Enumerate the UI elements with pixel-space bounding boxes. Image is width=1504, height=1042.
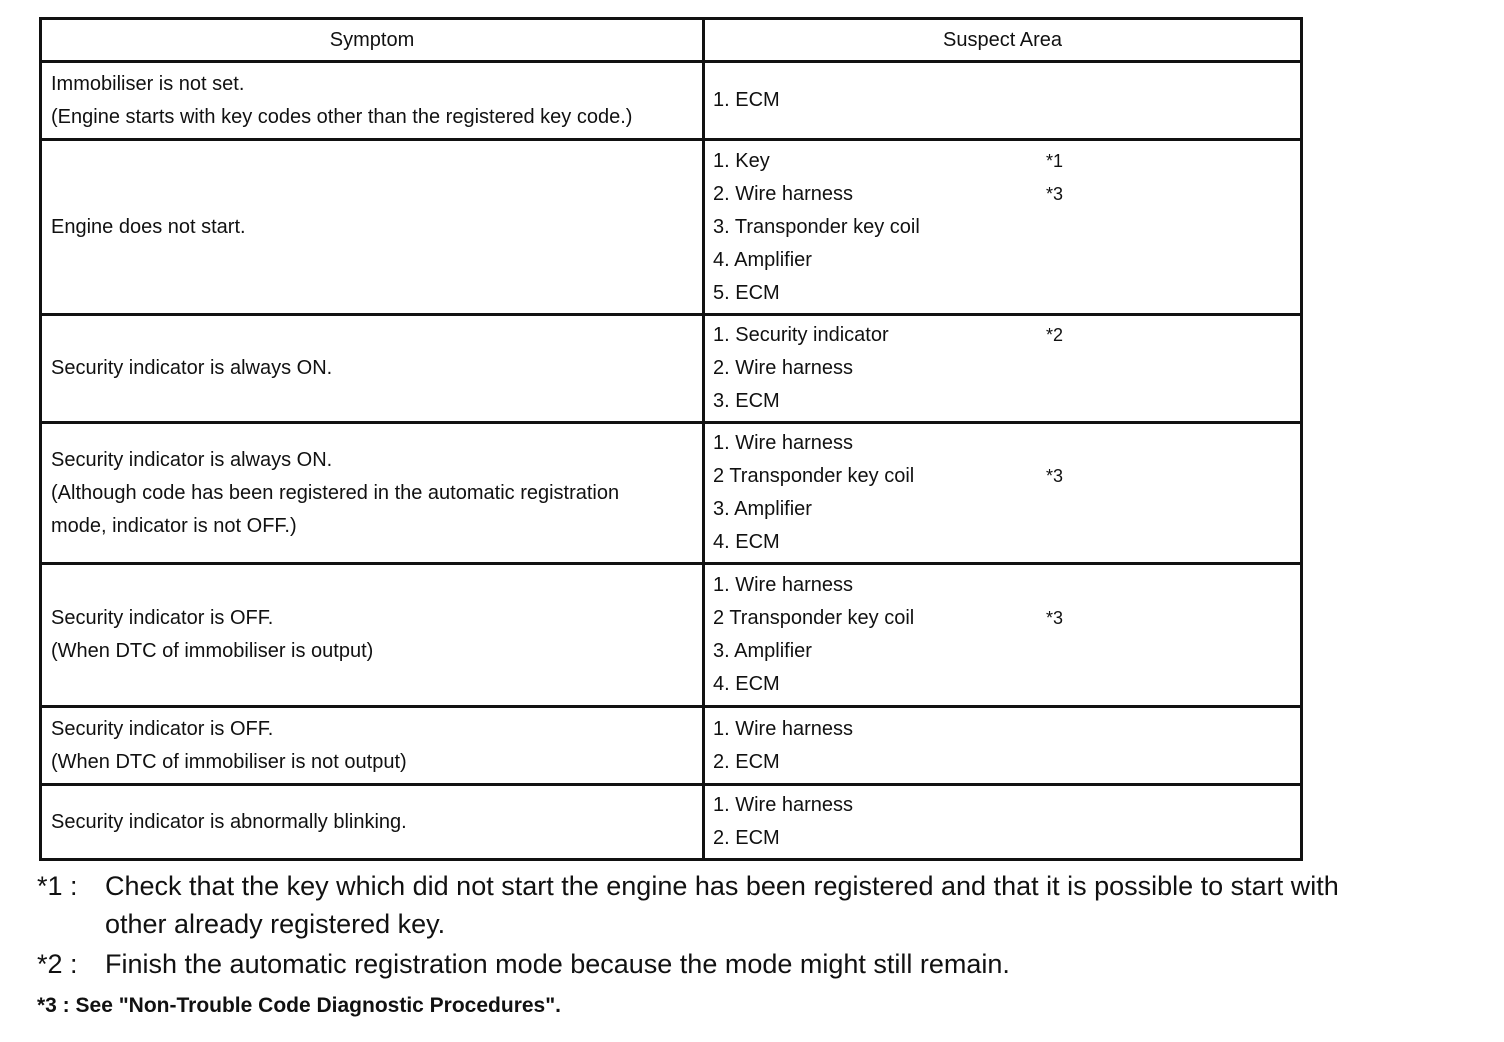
suspect-area-text: 2. ECM xyxy=(713,827,780,849)
diagnosis-table xyxy=(39,17,1303,861)
suspect-area-text: 1. Wire harness xyxy=(713,794,854,816)
symptom-line: (When DTC of immobiliser is output) xyxy=(51,640,374,662)
suspect-area-item xyxy=(713,319,1292,352)
suspect-area-item xyxy=(713,713,1292,746)
suspect-area-text: 1. ECM xyxy=(713,89,780,111)
symptom-line: (Engine starts with key codes other than the registered key code.) xyxy=(51,105,633,128)
suspect-area-text: 3. Amplifier xyxy=(713,640,812,662)
suspect-area-header: Suspect Area xyxy=(704,19,1302,62)
footnote-marker: *3 xyxy=(1046,466,1064,486)
table-row xyxy=(41,140,1302,315)
suspect-area-item xyxy=(713,178,1292,211)
header-row xyxy=(41,19,1302,62)
suspect-area-cell xyxy=(704,423,1302,564)
symptom-line: mode, indicator is not OFF.) xyxy=(51,514,297,537)
table-row xyxy=(41,707,1302,785)
symptom-cell xyxy=(41,564,704,707)
suspect-area-item xyxy=(713,211,1292,244)
suspect-area-cell xyxy=(704,140,1302,315)
suspect-area-item xyxy=(713,427,1292,460)
suspect-area-item xyxy=(713,789,1292,822)
suspect-area-item xyxy=(713,352,1292,385)
footnote-marker: *3 xyxy=(1046,183,1064,204)
footnote-1 xyxy=(37,867,1497,943)
symptom-line: (Although code has been registered in the automatic registration xyxy=(51,481,620,504)
suspect-area-text: 4. ECM xyxy=(713,531,780,553)
footnote-1-key: *1 : xyxy=(37,871,78,901)
symptom-cell xyxy=(41,423,704,564)
suspect-area-item xyxy=(713,526,1292,559)
footnote-marker: *2 xyxy=(1046,325,1064,345)
suspect-area-item xyxy=(713,746,1292,779)
suspect-area-item xyxy=(713,569,1292,602)
symptom-line: Security indicator is OFF. xyxy=(51,717,274,740)
suspect-area-text: 2. Wire harness xyxy=(713,182,854,205)
symptom-line: Security indicator is abnormally blinking. xyxy=(51,810,407,833)
suspect-area-cell xyxy=(704,564,1302,707)
footnote-2-text: Finish the automatic registration mode because the mode might still remain. xyxy=(105,949,1010,979)
table-row xyxy=(41,423,1302,564)
suspect-area-text: 1. Security indicator xyxy=(713,324,889,346)
symptom-line: Security indicator is always ON. xyxy=(51,357,333,379)
symptom-line: Security indicator is OFF. xyxy=(51,607,274,629)
suspect-area-text: 2 Transponder key coil xyxy=(713,607,915,629)
table-row xyxy=(41,564,1302,707)
suspect-area-cell xyxy=(704,785,1302,860)
symptom-cell xyxy=(41,140,704,315)
footnote-2 xyxy=(37,945,1497,983)
suspect-area-text: 1. Wire harness xyxy=(713,574,854,596)
table-row xyxy=(41,785,1302,860)
suspect-area-text: 5. ECM xyxy=(713,281,780,304)
suspect-area-text: 1. Key xyxy=(713,149,770,172)
suspect-area-text: 4. Amplifier xyxy=(713,248,812,271)
symptom-cell xyxy=(41,62,704,140)
symptom-cell xyxy=(41,315,704,423)
suspect-area-item xyxy=(713,145,1292,178)
table-row xyxy=(41,315,1302,423)
symptom-header: Symptom xyxy=(41,19,704,62)
suspect-area-item xyxy=(713,668,1292,701)
table-body xyxy=(41,62,1302,860)
suspect-area-text: 4. ECM xyxy=(713,673,780,695)
symptom-cell xyxy=(41,707,704,785)
suspect-area-text: 2. Wire harness xyxy=(713,357,854,379)
suspect-area-item xyxy=(713,822,1292,855)
suspect-area-cell xyxy=(704,62,1302,140)
suspect-area-text: 3. Transponder key coil xyxy=(713,215,920,238)
footnote-1-line-2: other already registered key. xyxy=(105,909,446,939)
suspect-area-item xyxy=(713,602,1292,635)
suspect-area-text: 2. ECM xyxy=(713,750,780,773)
suspect-area-text: 3. Amplifier xyxy=(713,498,812,520)
suspect-area-text: 3. ECM xyxy=(713,390,780,412)
suspect-area-item xyxy=(713,493,1292,526)
table-row xyxy=(41,62,1302,140)
symptom-line: Security indicator is always ON. xyxy=(51,448,333,471)
suspect-area-cell xyxy=(704,315,1302,423)
symptom-cell xyxy=(41,785,704,860)
suspect-area-item xyxy=(713,635,1292,668)
suspect-area-cell xyxy=(704,707,1302,785)
footnote-2-key: *2 : xyxy=(37,949,78,979)
symptom-line: Immobiliser is not set. xyxy=(51,72,245,95)
footnote-marker: *3 xyxy=(1046,608,1064,628)
suspect-area-item xyxy=(713,84,1292,117)
suspect-area-text: 2 Transponder key coil xyxy=(713,465,915,487)
suspect-area-item xyxy=(713,277,1292,310)
symptom-line: Engine does not start. xyxy=(51,215,246,238)
suspect-area-text: 1. Wire harness xyxy=(713,432,854,454)
footnote-1-line-1: Check that the key which did not start the engine has been registered and that it is possible to start with xyxy=(105,871,1339,901)
suspect-area-item xyxy=(713,385,1292,418)
footnote-3: *3 : See "Non-Trouble Code Diagnostic Procedures". xyxy=(37,994,562,1017)
symptom-line: (When DTC of immobiliser is not output) xyxy=(51,750,407,773)
suspect-area-text: 1. Wire harness xyxy=(713,717,854,740)
footnote-marker: *1 xyxy=(1046,150,1064,171)
suspect-area-item xyxy=(713,244,1292,277)
suspect-area-item xyxy=(713,460,1292,493)
